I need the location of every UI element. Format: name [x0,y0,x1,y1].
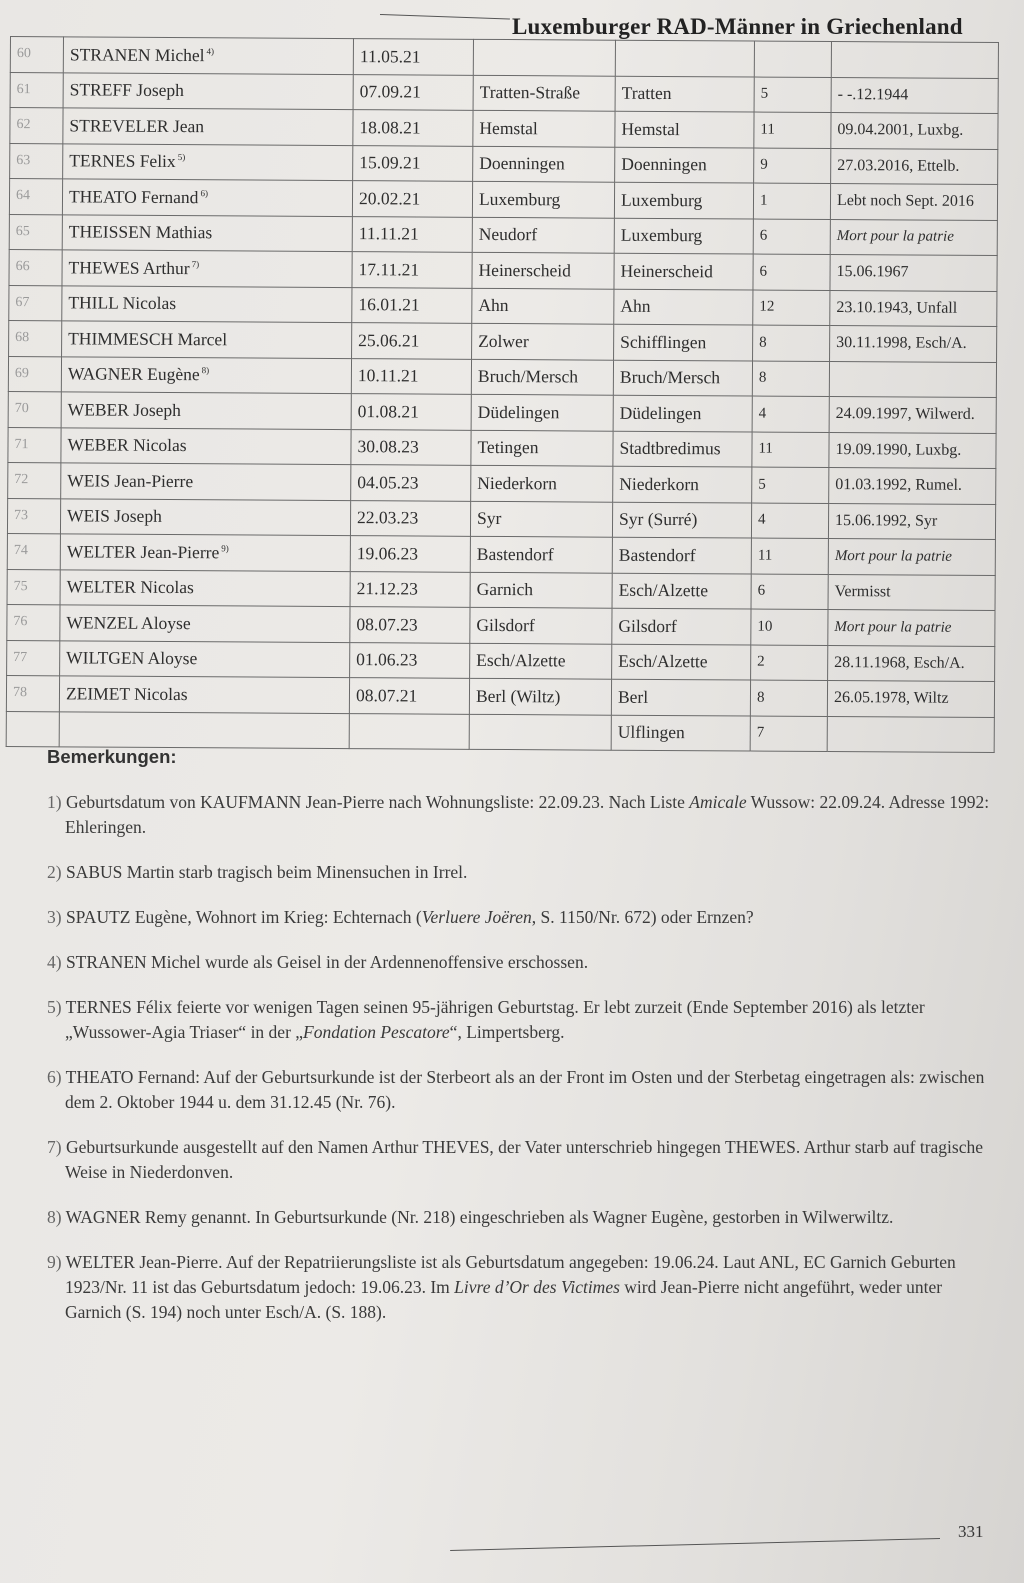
remark-note [47,995,992,1045]
note-number: 7) [47,1137,62,1157]
roster-table-container [6,36,990,753]
note-text: WELTER Jean-Pierre. Auf der Repatriierungsliste ist als Geburtsdatum angegeben: 19.06.24. Laut ANL, EC Garnich Geburten 1923/Nr. 11 ist das Geburtsdatum jedoch: 19.06.23. Im [65,1252,956,1297]
residence-place: Ulflingen [611,715,750,751]
birth-date: 19.06.23 [350,536,470,572]
table-row [9,214,997,256]
residence-place: Esch/Alzette [612,644,751,680]
remark-note [47,950,992,975]
residence-place: Düdelingen [613,395,752,431]
row-number: 66 [9,249,62,285]
death-info: Mort pour la patrie [828,539,995,576]
person-name-text: WEBER Nicolas [67,434,187,456]
row-number: 71 [8,427,61,463]
residence-place: Ahn [614,289,753,325]
row-number: 72 [8,462,61,498]
birth-place [473,39,615,75]
person-name [61,463,351,500]
row-number: 77 [7,640,60,676]
birth-date: 15.09.21 [353,145,473,181]
note-number: 9) [47,1252,62,1272]
residence-place: Gilsdorf [612,608,751,644]
row-number [6,711,59,747]
person-name-text: STREVELER Jean [69,115,205,136]
birth-date: 30.08.23 [351,429,471,465]
count-value: 7 [750,716,827,752]
residence-place: Hemstal [615,111,754,147]
person-name-text: THILL Nicolas [68,292,177,314]
death-info: - -.12.1944 [831,77,998,114]
birth-place: Luxemburg [472,181,614,217]
table-row [7,569,995,611]
note-italic-text: Verluere Joëren [421,907,532,927]
table-row [7,640,995,682]
footer-rule [450,1538,940,1551]
note-number: 4) [47,952,62,972]
count-value [754,41,831,77]
birth-date: 08.07.23 [350,607,470,643]
birth-date: 08.07.21 [349,678,469,714]
table-row [8,427,996,469]
person-name-text: THEATO Fernand [68,186,199,207]
remarks-heading: Bemerkungen: [47,746,177,767]
person-name-text: STRANEN Michel [69,44,205,65]
person-name [62,285,352,322]
table-row [9,320,997,362]
death-info: 15.06.1967 [830,255,997,292]
roster-table-body [6,37,998,753]
person-name-text: THEISSEN Mathias [68,221,213,243]
count-value: 6 [751,574,828,610]
residence-place: Luxemburg [614,182,753,218]
note-number: 5) [47,997,62,1017]
count-value: 12 [753,290,830,326]
residence-place [615,40,754,76]
note-text: Geburtsurkunde ausgestellt auf den Namen Arthur THEVES, der Vater unterschrieb hingegen THEWES. Arthur starb auf tragische Weise in Niederdonven. [65,1137,983,1182]
birth-date: 10.11.21 [351,358,471,394]
note-text: , S. 1150/Nr. 672) oder Ernzen? [531,907,754,927]
person-name-text: WAGNER Eugène [67,363,200,385]
person-name-text: STREFF Joseph [69,79,184,101]
count-value: 9 [754,148,831,184]
note-text: wird Jean-Pierre nicht angeführt, weder unter Garnich (S. 194) noch unter Esch/A. (S. 188). [65,1277,943,1322]
person-name-text: ZEIMET Nicolas [65,683,188,704]
death-info: 24.09.1997, Wilwerd. [829,397,996,434]
person-name-text: WENZEL Aloyse [66,612,191,633]
death-info: Vermisst [828,574,995,611]
note-number: 2) [47,862,62,882]
note-text: WAGNER Remy genannt. In Geburtsurkunde (Nr. 218) eingeschrieben als Wagner Eugène, gestorben in Wilwerwiltz. [65,1207,894,1227]
roster-table [6,36,999,753]
residence-place: Niederkorn [613,466,752,502]
header-rule [380,14,510,20]
person-name [61,356,351,393]
death-info: 28.11.1968, Esch/A. [828,645,995,682]
person-name [61,392,351,429]
death-info: Mort pour la patrie [828,610,995,647]
person-name [62,179,352,216]
person-name [59,676,349,713]
death-info: 23.10.1943, Unfall [830,290,997,327]
birth-place: Hemstal [473,110,615,146]
count-value: 5 [754,77,831,113]
person-name [63,108,353,145]
person-name [62,321,352,358]
birth-place: Gilsdorf [470,607,612,643]
death-info: 09.04.2001, Luxbg. [831,113,998,150]
note-text: THEATO Fernand: Auf der Geburtsurkunde ist der Sterbeort als an der Front im Osten und der Sterbetag eingetragen als: zwischen dem 2. Oktober 1944 u. dem 31.12.45 (Nr. 76). [65,1067,985,1112]
table-row [7,498,995,540]
count-value: 8 [753,325,830,361]
row-number: 65 [9,214,62,250]
count-value: 10 [751,609,828,645]
person-name [61,427,351,464]
remark-note [47,1205,992,1230]
birth-place: Düdelingen [471,394,613,430]
remark-note [47,905,992,930]
count-value: 4 [752,396,829,432]
remark-note [47,1135,992,1185]
row-number: 70 [8,391,61,427]
death-info: 15.06.1992, Syr [828,503,995,540]
table-row [8,391,996,433]
page-number: 331 [958,1522,984,1541]
table-row [8,356,996,398]
person-name-text: WILTGEN Aloyse [66,647,198,669]
note-text: TERNES Félix feierte vor wenigen Tagen seinen 95-jährigen Geburtstag. Er lebt zurzeit (Ende September 2016) als letzter „Wussower-Agia Triaser“ in der „ [65,997,925,1042]
row-number: 68 [9,320,62,356]
count-value: 8 [750,680,827,716]
person-name [63,143,353,180]
footnote-marker: 9) [221,543,229,554]
residence-place: Syr (Surré) [612,502,751,538]
note-text: Geburtsdatum von KAUFMANN Jean-Pierre nach Wohnungsliste: 22.09.23. Nach Liste [65,792,690,812]
birth-date: 22.03.23 [350,500,470,536]
note-italic-text: Livre d’Or des Victimes [454,1277,620,1297]
footnote-marker: 4) [206,46,215,57]
death-info: 19.09.1990, Luxbg. [829,432,996,469]
death-info: 27.03.2016, Ettelb. [831,148,998,185]
table-row [10,37,998,79]
footnote-marker: 6) [200,188,209,199]
residence-place: Luxemburg [614,218,753,254]
table-row [8,462,996,504]
person-name [60,498,350,535]
person-name [63,37,353,74]
birth-place [469,714,611,750]
count-value: 11 [754,112,831,148]
death-info [829,361,996,398]
birth-place: Tetingen [471,430,613,466]
note-text: “, Limpertsberg. [449,1022,565,1042]
table-row [9,179,997,221]
table-row [7,604,995,646]
birth-place: Esch/Alzette [470,643,612,679]
residence-place: Schifflingen [614,324,753,360]
note-text: STRANEN Michel wurde als Geisel in der Ardennenoffensive erschossen. [65,952,589,972]
note-number: 6) [47,1067,62,1087]
count-value: 11 [752,432,829,468]
birth-place: Niederkorn [471,465,613,501]
remark-note [47,1250,992,1325]
remark-note [47,790,992,840]
birth-place: Syr [470,501,612,537]
residence-place: Esch/Alzette [612,573,751,609]
residence-place: Berl [611,679,750,715]
count-value: 1 [753,183,830,219]
count-value: 11 [751,538,828,574]
note-text: SABUS Martin starb tragisch beim Minensuchen in Irrel. [65,862,468,882]
person-name-text: TERNES Felix [69,150,176,172]
footnote-marker: 7) [191,259,200,270]
birth-date: 18.08.21 [353,110,473,146]
count-value: 8 [752,361,829,397]
death-info: 26.05.1978, Wiltz [827,681,994,718]
person-name [62,250,352,287]
row-number: 62 [10,108,63,144]
birth-place: Bruch/Mersch [471,359,613,395]
death-info: 30.11.1998, Esch/A. [830,326,997,363]
person-name [60,534,350,571]
person-name-text: WEIS Joseph [67,505,162,527]
count-value: 2 [751,645,828,681]
page-title: Luxemburger RAD-Männer in Griechenland [512,14,963,39]
person-name [63,72,353,109]
note-number: 1) [47,792,62,812]
row-number: 73 [7,498,60,534]
row-number: 75 [7,569,60,605]
person-name [60,640,350,677]
person-name [59,711,349,748]
remarks-list [47,790,992,1325]
residence-place: Tratten [615,76,754,112]
count-value: 5 [752,467,829,503]
remarks-section [47,746,992,1345]
death-info: 01.03.1992, Rumel. [829,468,996,505]
note-italic-text: Fondation Pescatore [303,1022,450,1042]
note-number: 3) [47,907,62,927]
table-row [6,675,994,717]
birth-date: 25.06.21 [352,323,472,359]
birth-place: Bastendorf [470,536,612,572]
table-row [10,72,998,114]
footnote-marker: 8) [201,365,210,376]
residence-place: Bruch/Mersch [613,360,752,396]
death-info: Lebt noch Sept. 2016 [830,184,997,221]
birth-place: Berl (Wiltz) [469,678,611,714]
death-info [831,42,998,79]
person-name-text: WEIS Jean-Pierre [67,470,194,491]
count-value: 6 [753,254,830,290]
remark-note [47,1065,992,1115]
note-text: SPAUTZ Eugène, Wohnort im Krieg: Echternach ( [65,907,422,927]
person-name-text: WELTER Jean-Pierre [66,541,220,563]
birth-date: 16.01.21 [352,287,472,323]
person-name [60,605,350,642]
footnote-marker: 5) [177,152,186,163]
row-number: 63 [10,143,63,179]
birth-date: 21.12.23 [350,571,470,607]
row-number: 67 [9,285,62,321]
table-row [9,285,997,327]
note-text: Wussow: 22.09.24. Adresse 1992: Ehleringen. [65,792,990,837]
birth-date: 01.08.21 [351,394,471,430]
birth-place: Neudorf [472,217,614,253]
birth-date: 17.11.21 [352,252,472,288]
birth-place: Tratten-Straße [473,75,615,111]
row-number: 61 [10,72,63,108]
birth-place: Doenningen [473,146,615,182]
count-value: 6 [753,219,830,255]
birth-date: 11.11.21 [352,216,472,252]
row-number: 76 [7,604,60,640]
residence-place: Bastendorf [612,537,751,573]
table-row [10,108,998,150]
person-name-text: WELTER Nicolas [66,576,194,598]
table-row [9,249,997,291]
residence-place: Doenningen [615,147,754,183]
row-number: 64 [9,179,62,215]
birth-date: 07.09.21 [353,74,473,110]
person-name-text: THEWES Arthur [68,257,190,278]
birth-place: Ahn [472,288,614,324]
residence-place: Stadtbredimus [613,431,752,467]
count-value: 4 [751,503,828,539]
person-name-text: WEBER Joseph [67,399,182,420]
row-number: 78 [6,675,59,711]
birth-date: 04.05.23 [351,465,471,501]
death-info: Mort pour la patrie [830,219,997,256]
remark-note [47,860,992,885]
birth-place: Zolwer [472,323,614,359]
person-name-text: THIMMESCH Marcel [68,328,228,350]
table-row [7,533,995,575]
birth-date: 20.02.21 [352,181,472,217]
row-number: 60 [10,37,63,73]
person-name [60,569,350,606]
row-number: 74 [7,533,60,569]
birth-date: 11.05.21 [353,39,473,75]
person-name [62,214,352,251]
birth-date [349,713,469,749]
birth-place: Heinerscheid [472,252,614,288]
residence-place: Heinerscheid [614,253,753,289]
row-number: 69 [8,356,61,392]
birth-place: Garnich [470,572,612,608]
birth-date: 01.06.23 [350,642,470,678]
note-italic-text: Amicale [689,792,747,812]
note-number: 8) [47,1207,62,1227]
table-row [10,143,998,185]
